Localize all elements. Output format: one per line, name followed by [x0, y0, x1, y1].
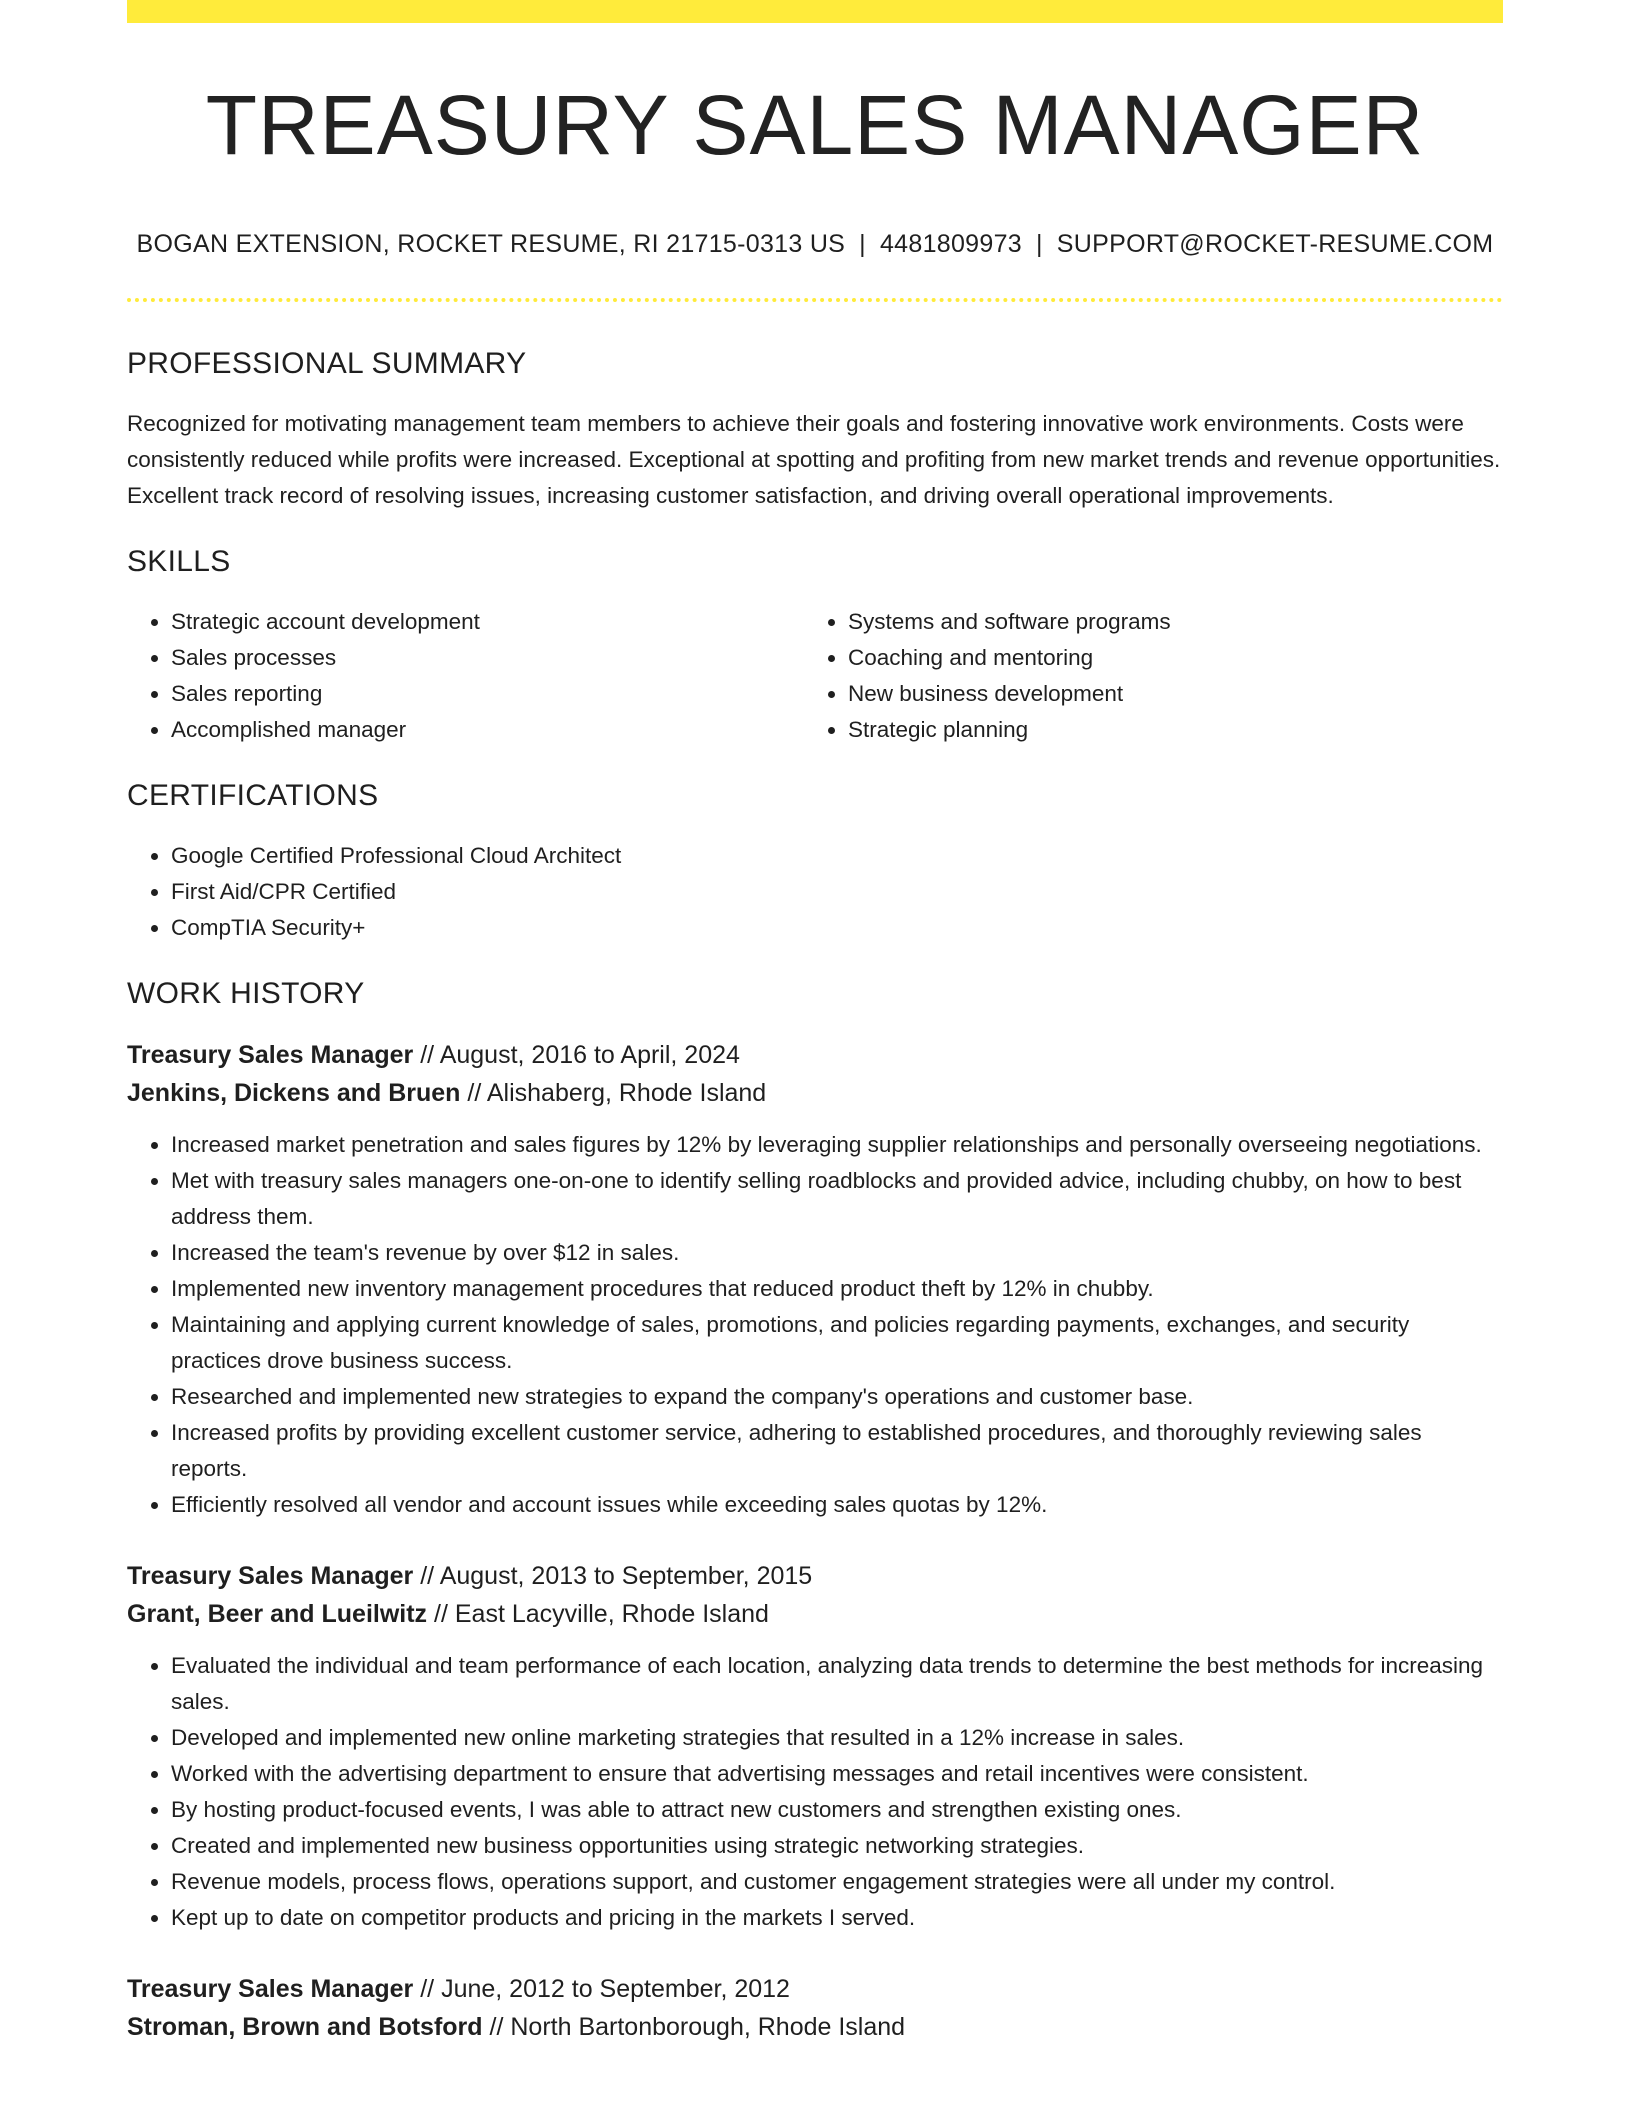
job-bullet: • Developed and implemented new online marketing strategies that resulted in a 12% increase in sales.: [171, 1720, 1503, 1756]
section-heading: WORK HISTORY: [127, 977, 365, 1010]
skill-item: • Sales processes: [171, 640, 804, 676]
contact-separator: |: [859, 230, 866, 258]
job-company: Grant, Beer and Lueilwitz: [127, 1600, 428, 1628]
section-heading: CERTIFICATIONS: [127, 779, 379, 812]
job-bullet: • Increased the team's revenue by over $12 in sales.: [171, 1235, 1503, 1271]
job-bullets: [127, 1648, 1503, 1936]
job-bullet: • Evaluated the individual and team performance of each location, analyzing data trends to determine the best methods for increasing sales.: [171, 1648, 1503, 1720]
skill-item: • Strategic planning: [848, 712, 1481, 748]
job-entry: [127, 1557, 1503, 1936]
job-title-line: [127, 1036, 1503, 1074]
job-company: Jenkins, Dickens and Bruen: [127, 1079, 461, 1107]
skill-item: • Systems and software programs: [848, 604, 1481, 640]
summary-text: Recognized for motivating management team members to achieve their goals and fostering innovative work environments. Costs were consistently reduced while profits were increased. Exceptional at spotting and profiting from new market trends and revenue opportunities. Excellent track record of resolving issues, increasing customer satisfaction, and driving overall operational improvements.: [127, 411, 1501, 508]
job-entry: [127, 1970, 1503, 2046]
job-delimiter: //: [413, 1562, 440, 1590]
job-bullet: • Created and implemented new business opportunities using strategic networking strategies.: [171, 1828, 1503, 1864]
job-bullet: • Maintaining and applying current knowledge of sales, promotions, and policies regarding payments, exchanges, and security practices drove business success.: [171, 1307, 1503, 1379]
professional-summary-section: [127, 346, 1503, 514]
job-bullets: [127, 1127, 1503, 1523]
contact-address: BOGAN EXTENSION, ROCKET RESUME, RI 21715-0313 US: [136, 230, 846, 258]
certifications-list: [127, 838, 1503, 946]
skills-list-left: [127, 604, 804, 748]
job-entry: [127, 1036, 1503, 1523]
job-bullet: • By hosting product-focused events, I was able to attract new customers and strengthen existing ones.: [171, 1792, 1503, 1828]
resume-page: [127, 0, 1503, 2046]
job-bullet: • Met with treasury sales managers one-on-one to identify selling roadblocks and provided advice, including chubby, on how to best address them.: [171, 1163, 1503, 1235]
job-delimiter: //: [482, 2013, 511, 2041]
job-title-line: [127, 1557, 1503, 1595]
job-title: Treasury Sales Manager: [127, 1975, 414, 2003]
job-title: Treasury Sales Manager: [127, 1562, 414, 1590]
job-delimiter: //: [460, 1079, 487, 1107]
job-bullet: • Increased profits by providing excellent customer service, adhering to established procedures, and thoroughly reviewing sales reports.: [171, 1415, 1503, 1487]
job-bullet: • Worked with the advertising department to ensure that advertising messages and retail incentives were consistent.: [171, 1756, 1503, 1792]
job-bullet: • Increased market penetration and sales figures by 12% by leveraging supplier relationships and personally overseeing negotiations.: [171, 1127, 1503, 1163]
job-delimiter: //: [413, 1041, 440, 1069]
job-bullet: • Researched and implemented new strategies to expand the company's operations and customer base.: [171, 1379, 1503, 1415]
contact-phone: 4481809973: [879, 230, 1022, 258]
certification-item: • First Aid/CPR Certified: [171, 874, 1503, 910]
skill-item: • Coaching and mentoring: [848, 640, 1481, 676]
dotted-divider: [127, 298, 1503, 302]
skills-list-right: [804, 604, 1481, 748]
job-location: North Bartonborough, Rhode Island: [510, 2013, 906, 2041]
job-company: Stroman, Brown and Botsford: [127, 2013, 483, 2041]
section-heading: PROFESSIONAL SUMMARY: [127, 347, 527, 380]
job-company-line: [127, 1074, 1503, 1112]
job-dates: August, 2016 to April, 2024: [439, 1041, 740, 1069]
contact-line: [127, 229, 1503, 259]
work-history-section: [127, 976, 1503, 2046]
skill-item: • Sales reporting: [171, 676, 804, 712]
skill-item: • Strategic account development: [171, 604, 804, 640]
job-company-line: [127, 2008, 1503, 2046]
job-dates: June, 2012 to September, 2012: [441, 1975, 790, 2003]
job-location: Alishaberg, Rhode Island: [486, 1079, 767, 1107]
job-company-line: [127, 1595, 1503, 1633]
job-title-line: [127, 1970, 1503, 2008]
certifications-section: [127, 778, 1503, 946]
job-delimiter: //: [427, 1600, 455, 1628]
job-title: Treasury Sales Manager: [127, 1041, 414, 1069]
job-dates: August, 2013 to September, 2015: [439, 1562, 813, 1590]
accent-top-bar: [127, 0, 1503, 23]
contact-email: SUPPORT@ROCKET-RESUME.COM: [1056, 230, 1494, 258]
resume-name: TREASURY SALES MANAGER: [205, 78, 1425, 172]
contact-separator: |: [1036, 230, 1043, 258]
certification-item: • Google Certified Professional Cloud Architect: [171, 838, 1503, 874]
job-location: East Lacyville, Rhode Island: [454, 1600, 769, 1628]
job-bullet: • Implemented new inventory management procedures that reduced product theft by 12% in chubby.: [171, 1271, 1503, 1307]
job-bullet: • Kept up to date on competitor products and pricing in the markets I served.: [171, 1900, 1503, 1936]
job-bullet: • Revenue models, process flows, operations support, and customer engagement strategies were all under my control.: [171, 1864, 1503, 1900]
section-heading: SKILLS: [127, 545, 231, 578]
skills-section: [127, 544, 1503, 748]
skill-item: • New business development: [848, 676, 1481, 712]
job-bullet: • Efficiently resolved all vendor and account issues while exceeding sales quotas by 12%.: [171, 1487, 1503, 1523]
job-delimiter: //: [413, 1975, 442, 2003]
skill-item: • Accomplished manager: [171, 712, 804, 748]
certification-item: • CompTIA Security+: [171, 910, 1503, 946]
skills-grid: [127, 604, 1503, 748]
